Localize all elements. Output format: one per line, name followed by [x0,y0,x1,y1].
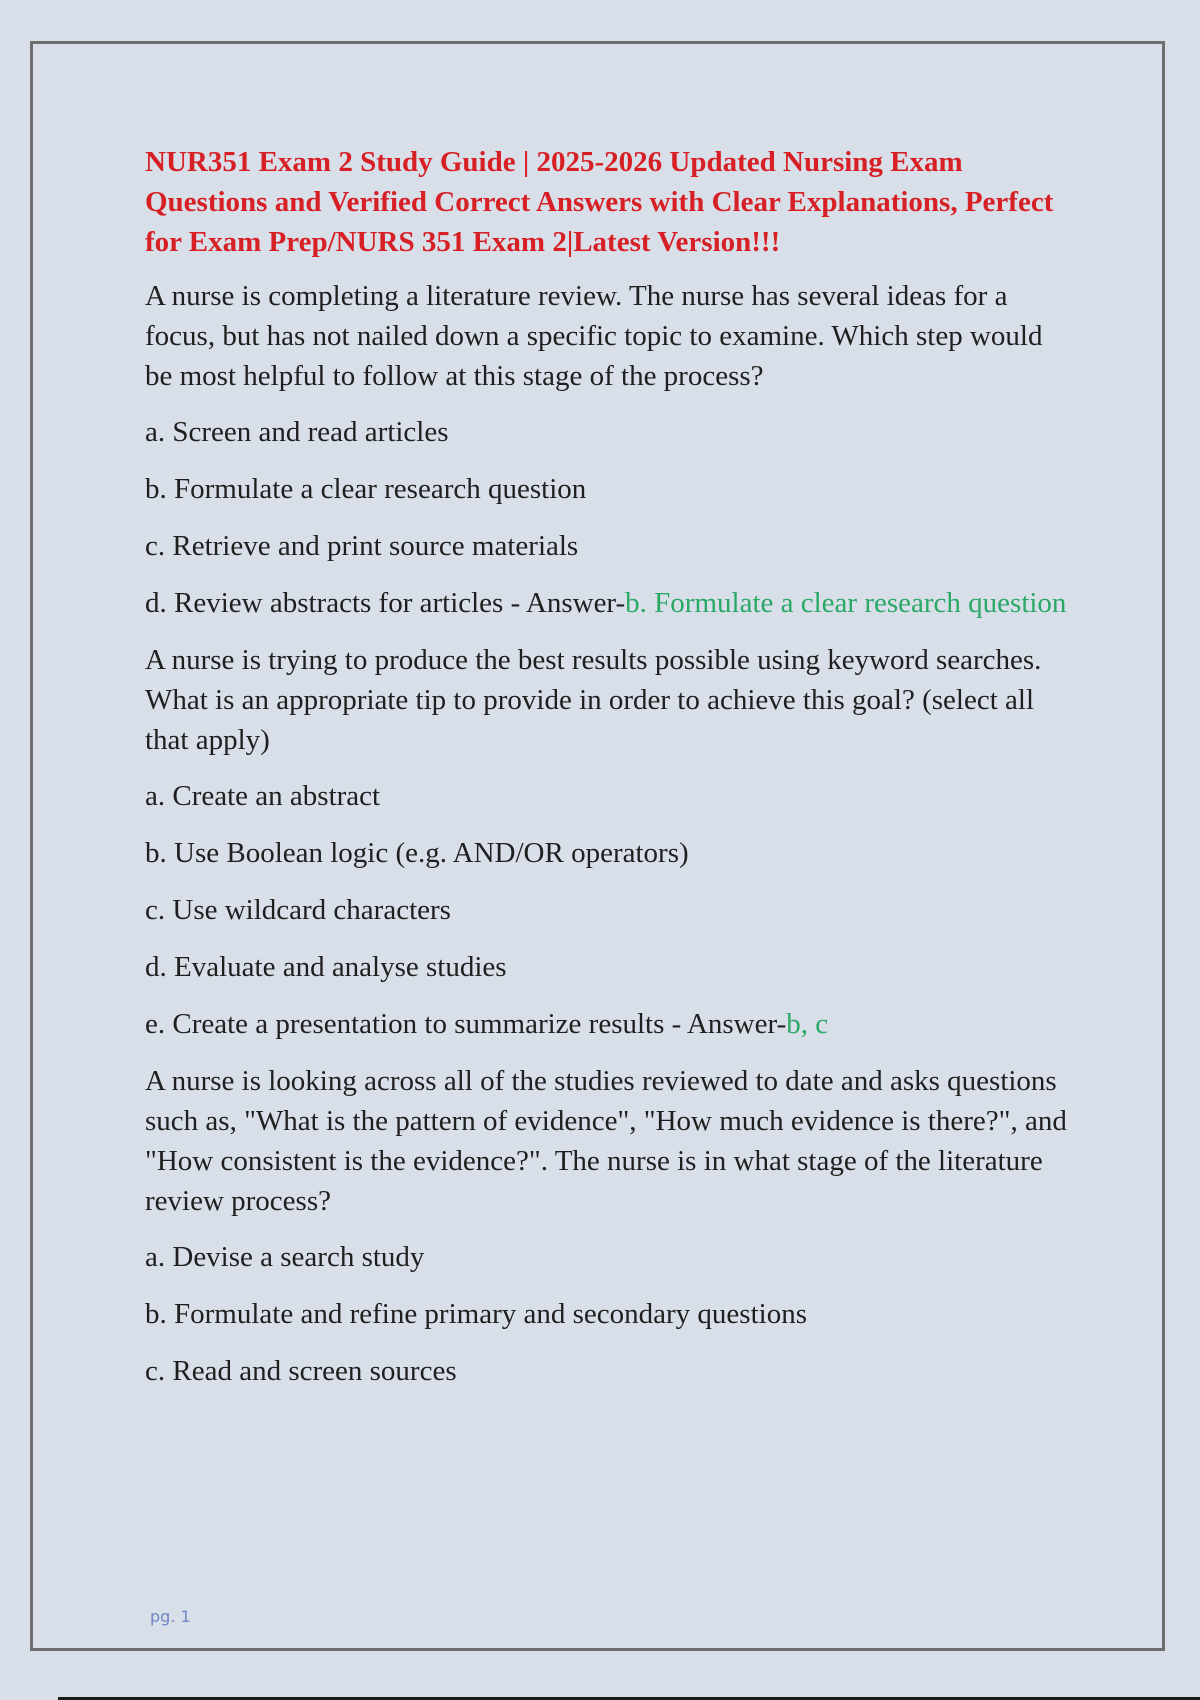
question-3-option-a: a. Devise a search study [145,1241,425,1273]
question-3-stem: A nurse is looking across all of the studies reviewed to date and asks questions such as, "What is the pattern of evidence", "How much evidence is there?", and "How consistent is the evidence?". The nurse is in what stage of the literature review process? [145,1065,1067,1217]
question-1-option-c: c. Retrieve and print source materials [145,530,579,562]
question-2-option-a: a. Create an abstract [145,780,381,812]
question-3-option-c: c. Read and screen sources [145,1355,457,1387]
question-3-option-b: b. Formulate and refine primary and secondary questions [145,1298,807,1330]
document-title: NUR351 Exam 2 Study Guide | 2025-2026 Updated Nursing Exam Questions and Verified Correct Answers with Clear Explanations, Perfect for Exam Prep/NURS 351 Exam 2|Latest Version!!! [145,146,1054,258]
question-1-option-b: b. Formulate a clear research question [145,473,587,505]
question-2-option-b: b. Use Boolean logic (e.g. AND/OR operators) [145,837,689,869]
question-1-stem: A nurse is completing a literature review. The nurse has several ideas for a focus, but has not nailed down a specific topic to examine. Which step would be most helpful to follow at this stage of the process? [145,280,1043,392]
question-1-option-d [145,583,1070,623]
question-1-answer: b. Formulate a clear research question [625,587,1067,619]
question-2-option-e [145,1004,1070,1044]
page-number: pg. 1 [150,1607,191,1626]
question-2-option-c: c. Use wildcard characters [145,894,451,926]
question-2-stem: A nurse is trying to produce the best results possible using keyword searches. What is an appropriate tip to provide in order to achieve this goal? (select all that apply) [145,644,1042,756]
question-2-answer: b, c [786,1008,829,1040]
document-body [145,142,1070,1408]
question-1-option-d-text: d. Review abstracts for articles - Answer- [145,587,626,619]
question-2-option-e-text: e. Create a presentation to summarize results - Answer- [145,1008,787,1040]
question-1-option-a: a. Screen and read articles [145,416,449,448]
question-2-option-d: d. Evaluate and analyse studies [145,951,507,983]
